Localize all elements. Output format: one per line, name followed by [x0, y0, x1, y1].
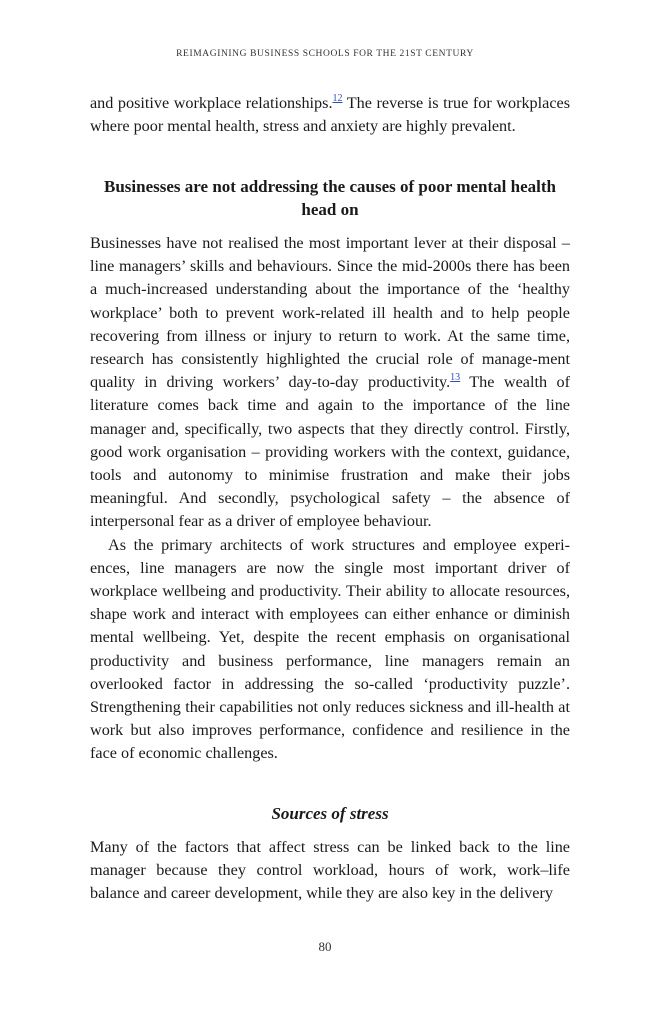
paragraph-text: and positive workplace relationships. [90, 94, 333, 112]
footnote-reference-12[interactable]: 12 [332, 93, 343, 104]
page-number: 80 [318, 939, 332, 954]
body-paragraph [90, 232, 570, 534]
subsection-heading: Sources of stress [271, 804, 389, 823]
subsection-body [90, 836, 570, 906]
paragraph-text: The wealth of literature comes back time and again to the importance of the line manager and, specifically, two aspects that they directly control. Firstly, good work organisation – providing workers with the context, guidance, tools and autonomy to minimise frustration and make their jobs meaningful. And secondly, psychological safety – the absence of interpersonal fear as a driver of employee behaviour. [90, 373, 570, 531]
paragraph-text: Businesses have not realised the most important lever at their disposal – line managers’ skills and behaviours. Since the mid-2000s there has been a much-increased understanding about the importance of the ‘healthy workplace’ both to prevent work-related ill health and to help people recovering from illness or injury to return to work. At the same time, research has consistently highlighted the crucial role of manage-ment quality in driving workers’ day-to-day productivity. [90, 234, 570, 392]
running-head: REIMAGINING BUSINESS SCHOOLS FOR THE 21ST CENTURY [176, 49, 474, 59]
opening-paragraph [90, 92, 570, 138]
body-paragraph: As the primary architects of work structures and employee experi-ences, line managers are now the single most important driver of workplace wellbeing and productivity. Their ability to allocate resources, shape work and interact with employees can either enhance or diminish mental wellbeing. Yet, despite the recent emphasis on organisational productivity and business performance, line managers remain an overlooked factor in addressing the so-called ‘productivity puzzle’. Strengthening their capabilities not only reduces sickness and ill-health at work but also improves performance, confidence and resilience in the face of economic challenges. [90, 535, 570, 763]
body-paragraph: Many of the factors that affect stress can be linked back to the line manager because they control workload, hours of work, work–life balance and career development, while they are also key in the delivery [90, 838, 570, 903]
section-body [90, 232, 570, 766]
section-heading: Businesses are not addressing the causes of poor mental health head on [104, 177, 556, 219]
footnote-reference-13[interactable]: 13 [450, 372, 461, 384]
paragraph-text: The reverse is true for workplaces where poor mental health, stress and anxiety are highly prevalent. [90, 94, 570, 136]
